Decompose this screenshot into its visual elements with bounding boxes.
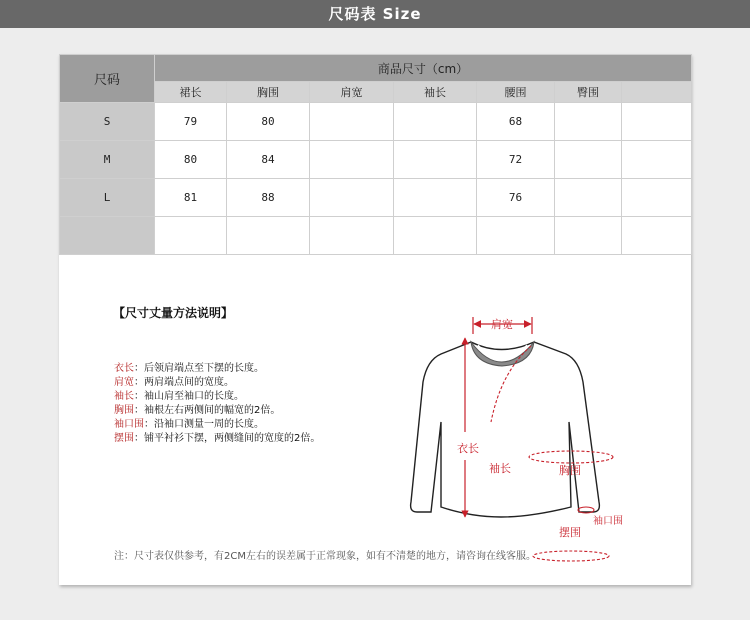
size-cell: [60, 217, 155, 255]
column-header: 裙长: [155, 82, 227, 103]
definition-text: ：两肩端点间的宽度。: [134, 377, 234, 388]
table-cell: [622, 103, 692, 141]
definition-term: 肩宽: [114, 377, 134, 388]
column-header: 腰围: [477, 82, 555, 103]
table-cell: [555, 103, 622, 141]
table-cell: [394, 217, 477, 255]
table-cell: [155, 217, 227, 255]
definition-term: 袖口围: [114, 419, 144, 430]
definition-text: ：袖根左右两侧间的幅宽的2倍。: [134, 405, 281, 416]
definition-item: [114, 432, 320, 446]
definition-item: [114, 390, 320, 404]
table-cell: 80: [155, 141, 227, 179]
definition-text: ：后领肩端点至下摆的长度。: [134, 363, 264, 374]
definition-item: [114, 418, 320, 432]
table-cell: [310, 141, 394, 179]
table-cell: [555, 179, 622, 217]
sweater-outline: [411, 342, 600, 517]
size-cell: S: [60, 103, 155, 141]
definition-term: 摆围: [114, 433, 134, 444]
table-cell: [394, 141, 477, 179]
definition-item: [114, 362, 320, 376]
definition-text: ：沿袖口测量一周的长度。: [144, 419, 264, 430]
table-cell: 84: [227, 141, 310, 179]
measurement-definitions: [114, 362, 320, 446]
size-cell: M: [60, 141, 155, 179]
size-table: [59, 54, 692, 255]
definition-term: 衣长: [114, 363, 134, 374]
page-title: 尺码表 Size: [0, 0, 750, 28]
table-cell: 79: [155, 103, 227, 141]
table-row: [60, 141, 692, 179]
table-cell: 88: [227, 179, 310, 217]
hem-label: 摆围: [559, 526, 581, 539]
table-cell: [310, 179, 394, 217]
table-row: [60, 179, 692, 217]
table-cell: [555, 217, 622, 255]
column-header: 胸围: [227, 82, 310, 103]
chest-label: 胸围: [559, 464, 581, 477]
table-row: [60, 217, 692, 255]
definition-text: ：铺平衬衫下摆，两侧缝间的宽度的2倍。: [134, 433, 321, 444]
size-cell: L: [60, 179, 155, 217]
definition-term: 胸围: [114, 405, 134, 416]
sleeve-label: 袖长: [489, 462, 511, 475]
table-cell: [227, 217, 310, 255]
definition-text: ：袖山肩至袖口的长度。: [134, 391, 244, 402]
column-header: 臀围: [555, 82, 622, 103]
size-header: 尺码: [60, 55, 155, 103]
column-header: 袖长: [394, 82, 477, 103]
length-label: 衣长: [457, 442, 479, 455]
table-cell: [555, 141, 622, 179]
table-cell: 68: [477, 103, 555, 141]
sweater-measurement-diagram: [381, 312, 651, 539]
table-cell: [310, 217, 394, 255]
table-cell: [622, 179, 692, 217]
disclaimer-note: 注：尺寸表仅供参考，有2CM左右的误差属于正常现象，如有不清楚的地方，请咨询在线客服。: [114, 551, 536, 562]
table-cell: 81: [155, 179, 227, 217]
table-cell: [394, 103, 477, 141]
product-size-header: 商品尺寸（cm）: [155, 55, 692, 82]
table-cell: [622, 217, 692, 255]
table-cell: [310, 103, 394, 141]
measurement-guide-title: 【尺寸丈量方法说明】: [113, 306, 234, 320]
definition-term: 袖长: [114, 391, 134, 402]
column-header: 肩宽: [310, 82, 394, 103]
table-cell: [622, 141, 692, 179]
table-row: [60, 103, 692, 141]
table-cell: 76: [477, 179, 555, 217]
table-cell: [394, 179, 477, 217]
shoulder-label: 肩宽: [491, 318, 513, 331]
definition-item: [114, 376, 320, 390]
cuff-label: 袖口围: [593, 516, 623, 527]
table-cell: [477, 217, 555, 255]
definition-item: [114, 404, 320, 418]
size-chart-panel: [59, 54, 691, 585]
column-header: [622, 82, 692, 103]
table-cell: 80: [227, 103, 310, 141]
table-cell: 72: [477, 141, 555, 179]
